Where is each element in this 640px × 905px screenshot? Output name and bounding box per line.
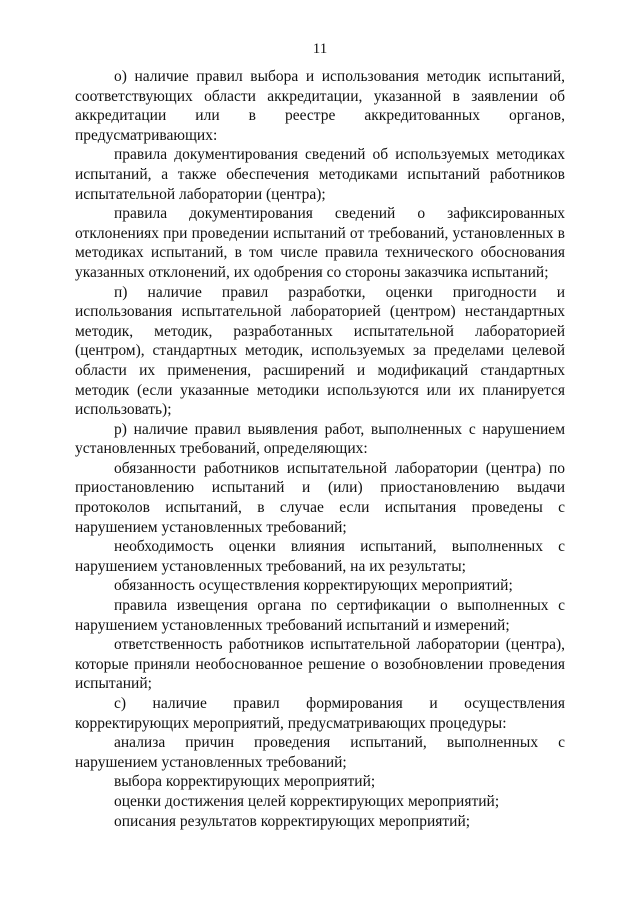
document-body xyxy=(75,67,565,831)
paragraph: п) наличие правил разработки, оценки пригодности и использования испытательной лабораторией (центром) нестандартных методик, методик, разработанных испытательной лабораторией (центром), стандартных методик, используемых за пределами целевой области их применения, расширений и модификаций стандартных методик (если указанные методики используются или их планируется использовать); xyxy=(75,283,565,419)
paragraph: правила документирования сведений об используемых методиках испытаний, а также обеспечения методиками испытаний работников испытательной лаборатории (центра); xyxy=(75,146,565,203)
paragraph: анализа причин проведения испытаний, выполненных с нарушением установленных требований; xyxy=(75,734,565,771)
paragraph: правила извещения органа по сертификации о выполненных с нарушением установленных требований испытаний и измерений; xyxy=(75,597,565,634)
paragraph: оценки достижения целей корректирующих мероприятий; xyxy=(114,792,500,810)
paragraph: с) наличие правил формирования и осуществления корректирующих мероприятий, предусматривающих процедуры: xyxy=(75,695,565,732)
paragraph: о) наличие правил выбора и использования методик испытаний, соответствующих области аккредитации, указанной в заявлении об аккредитации или в реестре аккредитованных органов, предусматривающих: xyxy=(75,68,565,144)
paragraph: описания результатов корректирующих мероприятий; xyxy=(114,812,471,830)
paragraph: обязанность осуществления корректирующих мероприятий; xyxy=(114,577,513,595)
page-number: 11 xyxy=(312,41,328,57)
paragraph: обязанности работников испытательной лаборатории (центра) по приостановлению испытаний и (или) приостановлению выдачи протоколов испытаний, в случае если испытания проведены с нарушением установленных требований; xyxy=(75,459,565,536)
paragraph: необходимость оценки влияния испытаний, выполненных с нарушением установленных требований, на их результаты; xyxy=(75,538,565,575)
paragraph: выбора корректирующих мероприятий; xyxy=(114,773,376,791)
paragraph: правила документирования сведений о зафиксированных отклонениях при проведении испытаний от требований, установленных в методиках испытаний, в том числе правила технического обоснования указанных отклонений, их одобрения со стороны заказчика испытаний; xyxy=(75,205,565,281)
paragraph: ответственность работников испытательной лаборатории (центра), которые приняли необоснованное решение о возобновлении проведения испытаний; xyxy=(75,636,565,693)
paragraph: р) наличие правил выявления работ, выполненных с нарушением установленных требований, определяющих: xyxy=(75,420,565,458)
